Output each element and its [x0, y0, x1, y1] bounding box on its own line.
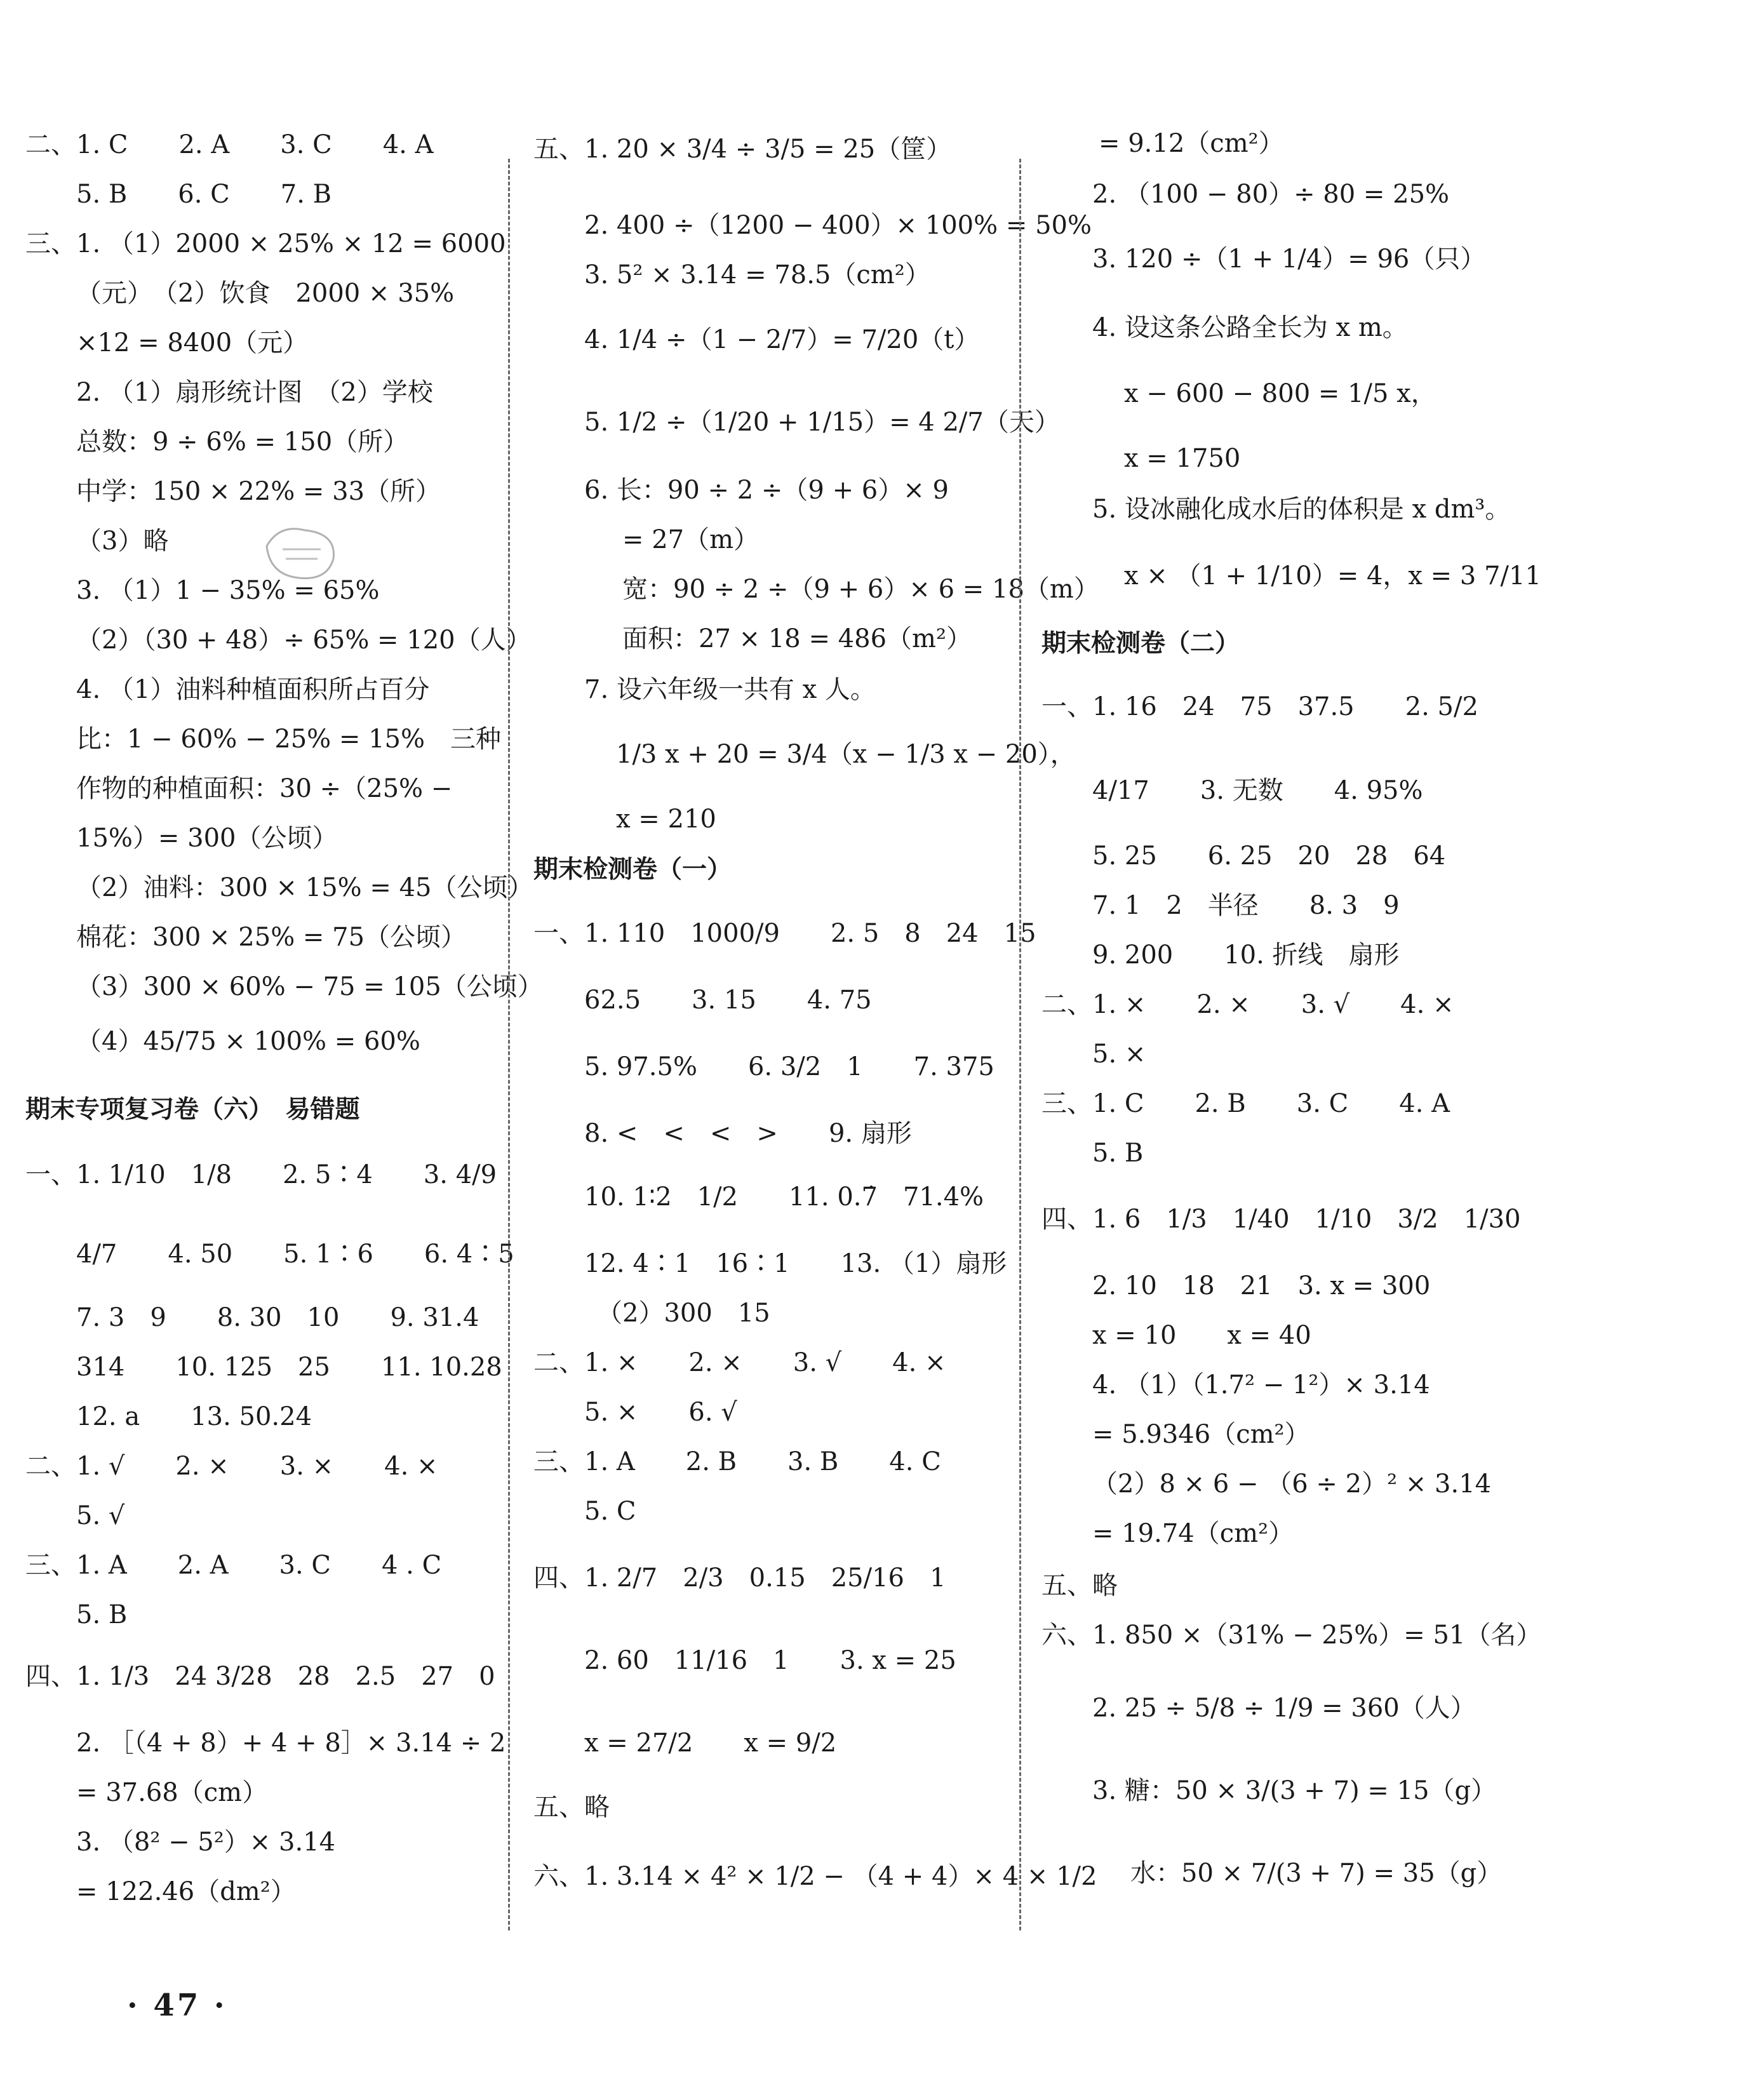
answer-line: 10. 1∶2 1/2 11. 0.7̇ 71.4% [584, 1182, 984, 1212]
answer-line: 二、1. C 2. A 3. C 4. A [25, 130, 434, 159]
answer-line: 棉花：300 × 25% = 75（公顷） [76, 923, 467, 952]
answer-line: 4. （1）油料种植面积所占百分 [76, 675, 430, 704]
answer-line: 三、1. A 2. B 3. B 4. C [533, 1447, 941, 1476]
answer-line: 5. 25 6. 25 20 28 64 [1092, 841, 1446, 871]
answer-line: 六、1. 3.14 × 4² × 1/2 − （4 + 4）× 4 × 1/2 [533, 1862, 1097, 1891]
section-heading: 期末专项复习卷（六） 易错题 [25, 1095, 360, 1124]
answer-line: 一、1. 16 24 75 37.5 2. 5/2 [1041, 692, 1478, 721]
answer-line: 3. 5² × 3.14 = 78.5（cm²） [584, 260, 930, 290]
answer-line: 二、1. × 2. × 3. √ 4. × [533, 1348, 946, 1377]
answer-line: 4. 1/4 ÷（1 − 2/7）= 7/20（t） [584, 325, 980, 354]
answer-line: 7. 1 2 半径 8. 3 9 [1092, 891, 1400, 920]
answer-line: 六、1. 850 ×（31% − 25%）= 51（名） [1041, 1621, 1542, 1650]
answer-line: 2. （100 − 80）÷ 80 = 25% [1092, 180, 1450, 209]
answer-line: 8. < < < > 9. 扇形 [584, 1119, 912, 1148]
answer-line: 5. B [76, 1600, 128, 1629]
answer-line: 三、1. A 2. A 3. C 4 . C [25, 1551, 442, 1580]
answer-line: = 5.9346（cm²） [1092, 1420, 1310, 1449]
answer-line: 三、1. C 2. B 3. C 4. A [1041, 1089, 1450, 1118]
answer-line: 4/17 3. 无数 4. 95% [1092, 776, 1423, 805]
answer-line: 一、1. 110 1000/9 2. 5 8 24 15 [533, 919, 1036, 948]
answer-line: = 122.46（dm²） [76, 1877, 296, 1906]
answer-line: x × （1 + 1/10）= 4，x = 3 7/11 [1124, 561, 1541, 591]
answer-line: = 27（m） [622, 525, 760, 554]
answer-line: 总数：9 ÷ 6% = 150（所） [76, 427, 409, 457]
answer-line: 3. （1）1 − 35% = 65% [76, 576, 380, 605]
answer-line: 5. √ [76, 1501, 125, 1530]
answer-line: （2）（30 + 48）÷ 65% = 120（人） [76, 625, 532, 655]
answer-line: x = 27/2 x = 9/2 [584, 1729, 837, 1758]
answer-line: 3. 糖：50 × 3/(3 + 7) = 15（g） [1092, 1776, 1497, 1805]
section-heading: 期末检测卷（二） [1041, 629, 1240, 658]
answer-line: 三、1. （1）2000 × 25% × 12 = 6000 [25, 229, 506, 258]
answer-line: 5. 设冰融化成水后的体积是 x dm³。 [1092, 495, 1511, 524]
answer-line: = 19.74（cm²） [1092, 1519, 1294, 1548]
answer-line: 2. 400 ÷（1200 − 400）× 100% = 50% [584, 211, 1092, 240]
answer-line: 62.5 3. 15 4. 75 [584, 986, 872, 1015]
answer-line: （2）8 × 6 − （6 ÷ 2）² × 3.14 [1092, 1469, 1492, 1499]
answer-line: = 9.12（cm²） [1099, 129, 1284, 158]
answer-line: 5. × [1092, 1040, 1146, 1069]
section-heading: 期末检测卷（一） [533, 855, 732, 884]
answer-line: 7. 设六年级一共有 x 人。 [584, 675, 876, 704]
column-divider [1019, 159, 1021, 1930]
answer-line: 4. （1）（1.7² − 1²）× 3.14 [1092, 1370, 1430, 1400]
answer-line: 2. 10 18 21 3. x = 300 [1092, 1271, 1431, 1301]
column-divider [508, 159, 510, 1930]
answer-line: x = 10 x = 40 [1092, 1321, 1311, 1350]
answer-line: 四、1. 6 1/3 1/40 1/10 3/2 1/30 [1041, 1205, 1521, 1234]
answer-line: 四、1. 1/3 24 3/28 28 2.5 27 0 [25, 1662, 495, 1691]
answer-line: 二、1. × 2. × 3. √ 4. × [1041, 990, 1454, 1019]
answer-line: 5. × 6. √ [584, 1398, 737, 1427]
answer-line: = 37.68（cm） [76, 1778, 268, 1807]
answer-line: 2. 25 ÷ 5/8 ÷ 1/9 = 360（人） [1092, 1694, 1476, 1723]
answer-line: 四、1. 2/7 2/3 0.15 25/16 1 [533, 1563, 946, 1593]
answer-line: 一、1. 1/10 1/8 2. 5∶4 3. 4/9 [25, 1160, 497, 1189]
answer-line: 五、略 [1041, 1571, 1118, 1600]
answer-line: 5. C [584, 1497, 636, 1526]
answer-line: 水：50 × 7/(3 + 7) = 35（g） [1130, 1859, 1503, 1888]
answer-line: （4）45/75 × 100% = 60% [76, 1027, 420, 1056]
answer-line: 7. 3 9 8. 30 10 9. 31.4 [76, 1303, 479, 1332]
answer-line: 作物的种植面积：30 ÷（25% − [76, 774, 453, 803]
answer-line: 6. 长：90 ÷ 2 ÷（9 + 6）× 9 [584, 476, 949, 505]
answer-line: 5. B 6. C 7. B [76, 180, 332, 209]
answer-line: 1/3 x + 20 = 3/4（x − 1/3 x − 20）， [616, 740, 1076, 769]
stamp-icon [260, 521, 343, 584]
answer-line: 5. 97.5% 6. 3/2 1 7. 375 [584, 1052, 994, 1081]
answer-line: x = 1750 [1124, 444, 1241, 473]
page-number: · 47 · [127, 1988, 227, 2023]
answer-line: 2. ［（4 + 8）+ 4 + 8］× 3.14 ÷ 2 [76, 1729, 506, 1758]
answer-line: 比：1 − 60% − 25% = 15% 三种 [76, 725, 502, 754]
answer-line: （3）300 × 60% − 75 = 105（公顷） [76, 972, 543, 1001]
answer-line: 4/7 4. 50 5. 1∶6 6. 4∶5 [76, 1240, 514, 1269]
answer-line: 二、1. √ 2. × 3. × 4. × [25, 1452, 438, 1481]
answer-line: （2）300 15 [597, 1299, 770, 1328]
answer-line: 宽：90 ÷ 2 ÷（9 + 6）× 6 = 18（m） [622, 575, 1099, 604]
answer-line: 3. 120 ÷（1 + 1/4）= 96（只） [1092, 244, 1486, 274]
answer-line: x = 210 [616, 805, 716, 834]
answer-line: 12. 4∶1 16∶1 13. （1）扇形 [584, 1249, 1007, 1278]
answer-line: （3）略 [76, 526, 169, 556]
answer-line: 9. 200 10. 折线 扇形 [1092, 940, 1400, 970]
answer-line: 314 10. 125 25 11. 10.28 [76, 1353, 502, 1382]
answer-line: 五、1. 20 × 3/4 ÷ 3/5 = 25（筐） [533, 135, 952, 164]
answer-line: 15%）= 300（公顷） [76, 824, 338, 853]
answer-line: 2. 60 11/16 1 3. x = 25 [584, 1646, 956, 1675]
answer-line: ×12 = 8400（元） [76, 328, 309, 358]
answer-line: 3. （8² − 5²）× 3.14 [76, 1828, 336, 1857]
answer-line: 4. 设这条公路全长为 x m。 [1092, 313, 1408, 342]
answer-line: 面积：27 × 18 = 486（m²） [622, 624, 972, 653]
answer-line: 12. a 13. 50.24 [76, 1402, 312, 1431]
answer-line: x − 600 − 800 = 1/5 x， [1124, 379, 1436, 408]
answer-line: （元） （2）饮食 2000 × 35% [76, 279, 455, 308]
answer-line: （2）油料：300 × 15% = 45（公顷） [76, 873, 533, 902]
answer-line: 2. （1）扇形统计图 （2）学校 [76, 378, 433, 407]
answer-line: 中学：150 × 22% = 33（所） [76, 477, 441, 506]
answer-line: 五、略 [533, 1793, 610, 1822]
answer-line: 5. 1/2 ÷（1/20 + 1/15）= 4 2/7（天） [584, 408, 1060, 437]
answer-line: 5. B [1092, 1139, 1144, 1168]
